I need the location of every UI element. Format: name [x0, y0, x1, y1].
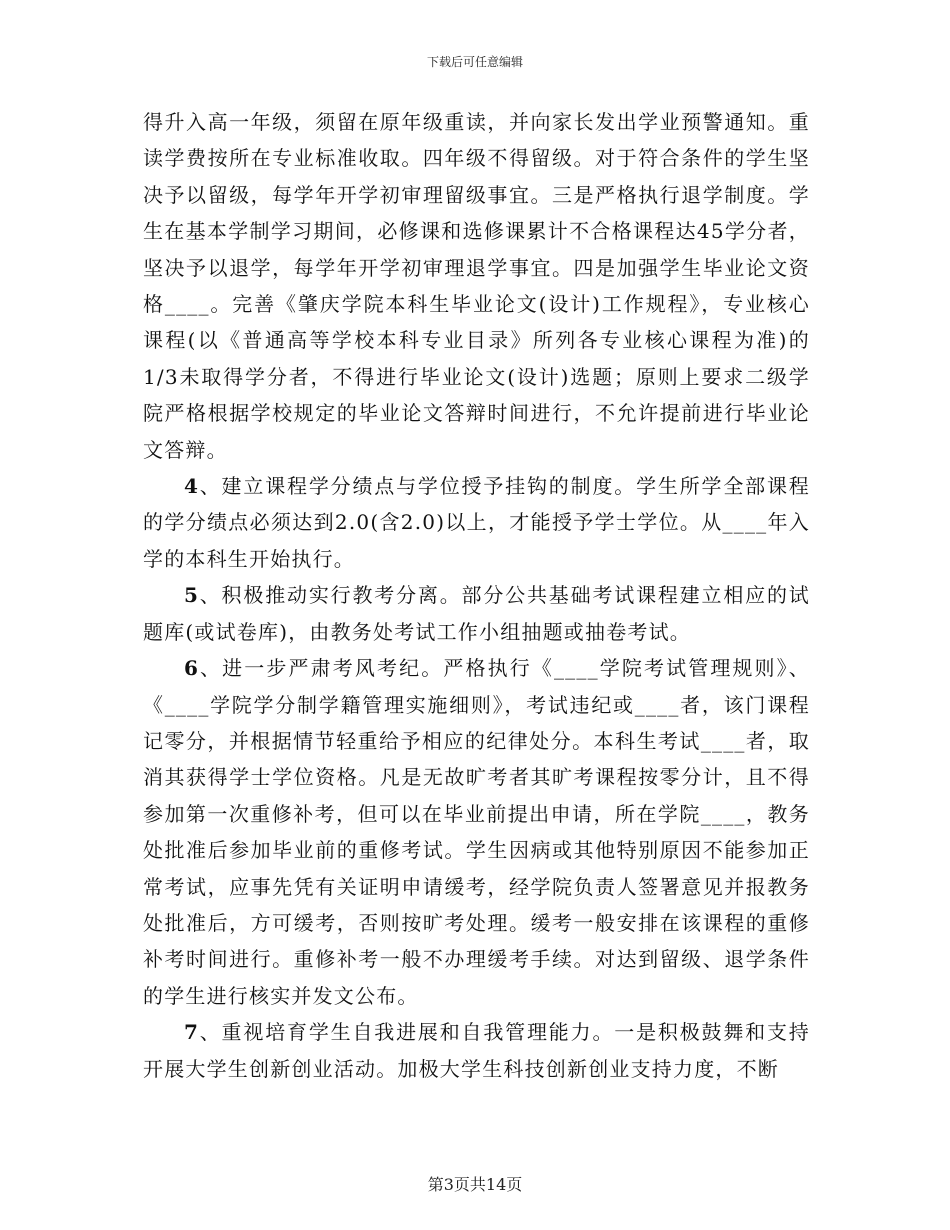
paragraph-text: 、重视培育学生自我进展和自我管理能力。一是积极鼓舞和支持开展大学生创新创业活动。加极大学生科技创新创业支持力度，不断 [143, 1020, 810, 1081]
paragraph-item-5 [143, 577, 810, 650]
paragraph-text: 、建立课程学分绩点与学位授予挂钩的制度。学生所学全部课程的学分绩点必须达到2.0(含2.0)以上，才能授予学士学位。从____年入学的本科生开始执行。 [143, 474, 810, 571]
paragraph-continuation [143, 104, 810, 468]
page-header: 下载后可任意编辑 [426, 55, 523, 69]
item-number: 6 [184, 656, 200, 681]
paragraph-text: 得升入高一年级，须留在原年级重读，并向家长发出学业预警通知。重读学费按所在专业标准收取。四年级不得留级。对于符合条件的学生坚决予以留级，每学年开学初审理留级事宜。三是严格执行退学制度。学生在基本学制学习期间，必修课和选修课累计不合格课程达45学分者，坚决予以退学，每学年开学初审理退学事宜。四是加强学生毕业论文资格____。完善《肇庆学院本科生毕业论文(设计)工作规程》，专业核心课程(以《普通高等学校本科专业目录》所列各专业核心课程为准)的1/3未取得学分者，不得进行毕业论文(设计)选题；原则上要求二级学院严格根据学校规定的毕业论文答辩时间进行，不允许提前进行毕业论文答辩。 [143, 110, 810, 462]
paragraph-text: 、积极推动实行教考分离。部分公共基础考试课程建立相应的试题库(或试卷库)，由教务处考试工作小组抽题或抽卷考试。 [143, 583, 810, 644]
document-body [143, 104, 810, 1087]
paragraph-item-7 [143, 1014, 810, 1087]
paragraph-item-6 [143, 650, 810, 1014]
paragraph-text: 、进一步严肃考风考纪。严格执行《____学院考试管理规则》、《____学院学分制学籍管理实施细则》，考试违纪或____者，该门课程记零分，并根据情节轻重给予相应的纪律处分。本科生考试____者，取消其获得学士学位资格。凡是无故旷考者其旷考课程按零分计，且不得参加第一次重修补考，但可以在毕业前提出申请，所在学院____，教务处批准后参加毕业前的重修考试。学生因病或其他特别原因不能参加正常考试，应事先凭有关证明申请缓考，经学院负责人签署意见并报教务处批准后，方可缓考，否则按旷考处理。缓考一般安排在该课程的重修补考时间进行。重修补考一般不办理缓考手续。对达到留级、退学条件的学生进行核实并发文公布。 [143, 656, 810, 1008]
paragraph-item-4 [143, 468, 810, 577]
item-number: 5 [184, 583, 200, 608]
page-footer: 第3页共14页 [427, 1175, 523, 1194]
item-number: 7 [184, 1020, 200, 1045]
item-number: 4 [184, 474, 200, 499]
